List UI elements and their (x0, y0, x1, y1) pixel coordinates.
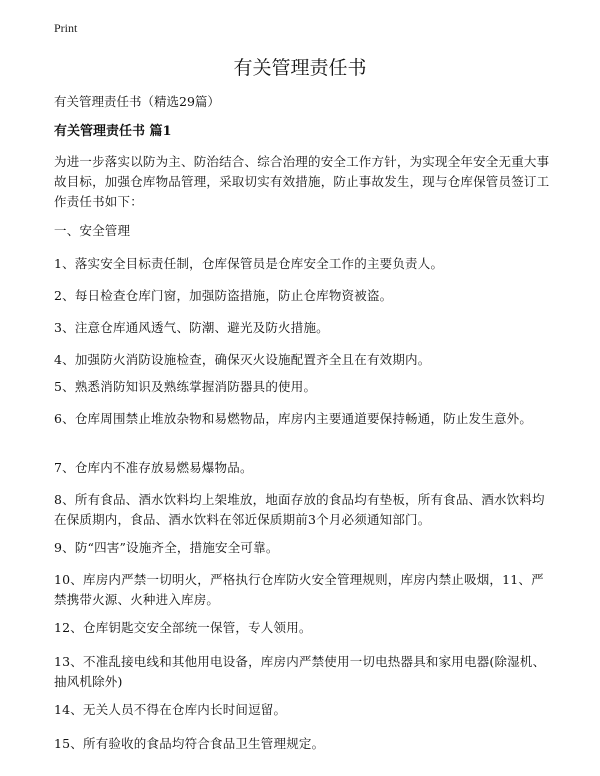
list-item: 2、每日检查仓库门窗，加强防盗措施，防止仓库物资被盗。 (54, 288, 393, 303)
list-item: 3、注意仓库通风透气、防潮、避光及防火措施。 (54, 320, 329, 335)
list-item: 14、无关人员不得在仓库内长时间逗留。 (54, 702, 287, 717)
document-title: 有关管理责任书 (233, 57, 367, 79)
list-item: 7、仓库内不准存放易燃易爆物品。 (54, 460, 253, 475)
section-safety-heading: 一、安全管理 (54, 223, 131, 238)
print-link[interactable]: Print (54, 21, 78, 35)
list-item: 13、不准乱接电线和其他用电设备，库房内严禁使用一切电热器具和家用电器(除湿机、抽风机除外) (54, 654, 546, 689)
list-item: 5、熟悉消防知识及熟练掌握消防器具的使用。 (54, 379, 317, 394)
document-subtitle: 有关管理责任书（精选29篇） (54, 94, 220, 109)
list-item: 10、库房内严禁一切明火，严格执行仓库防火安全管理规则，库房内禁止吸烟，11、严禁携带火源、火种进入库房。 (54, 572, 544, 607)
list-item: 8、所有食品、酒水饮料均上架堆放，地面存放的食品均有垫板，所有食品、酒水饮料均在保质期内，食品、酒水饮料在邻近保质期前3个月必须通知部门。 (54, 492, 545, 527)
section-heading: 有关管理责任书 篇1 (54, 124, 172, 139)
list-item: 15、所有验收的食品均符合食品卫生管理规定。 (54, 736, 325, 751)
list-item: 6、仓库周围禁止堆放杂物和易燃物品，库房内主要通道要保持畅通，防止发生意外。 (54, 411, 533, 426)
intro-paragraph: 为进一步落实以防为主、防治结合、综合治理的安全工作方针，为实现全年安全无重大事故目标，加强仓库物品管理，采取切实有效措施，防止事故发生，现与仓库保管员签订工作责任书如下： (54, 154, 550, 209)
list-item: 1、落实安全目标责任制，仓库保管员是仓库安全工作的主要负责人。 (54, 256, 444, 271)
list-item: 4、加强防火消防设施检查，确保灭火设施配置齐全且在有效期内。 (54, 352, 431, 367)
list-item: 12、仓库钥匙交安全部统一保管，专人领用。 (54, 620, 312, 635)
list-item: 9、防“四害”设施齐全，措施安全可靠。 (54, 540, 279, 555)
